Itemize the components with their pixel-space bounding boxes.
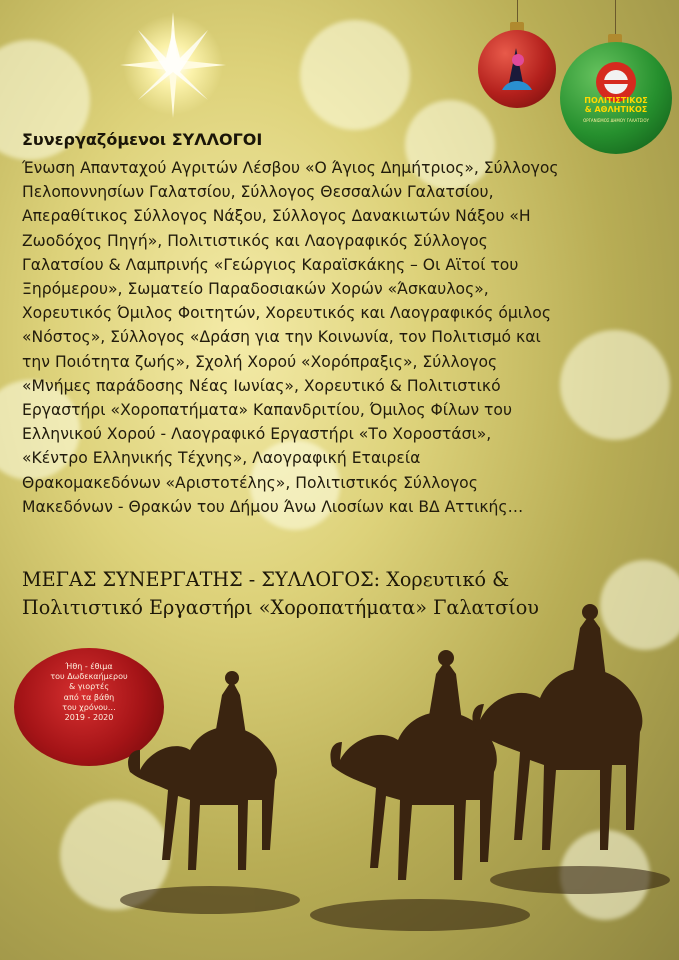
text-line: Θρακομακεδόνων «Αριστοτέλης», Πολιτιστικός Σύλλογος	[22, 473, 478, 492]
text-line: Απεραθίτικος Σύλλογος Νάξου, Σύλλογος Δανακιωτών Νάξου «Η	[22, 207, 531, 226]
logo-subtitle: ΟΡΓΑΝΙΣΜΟΣ ΔΗΜΟΥ ΓΑΛΑΤΣΙΟΥ	[583, 118, 649, 123]
seal-line: του χρόνου…	[62, 702, 116, 712]
text-line: Ζωοδόχος Πηγή», Πολιτιστικός και Λαογραφικός Σύλλογος	[22, 231, 488, 250]
ornament-string	[615, 0, 616, 34]
section-heading: Συνεργαζόμενοι ΣΥΛΛΟΓΟΙ	[22, 130, 263, 149]
seal-line: του Δωδεκαήμερου	[50, 672, 128, 682]
text-line: «Νόστος», Σύλλογος «Δράση για την Κοινωνία, τον Πολιτισμό και	[22, 328, 541, 347]
logo-title	[563, 96, 669, 114]
red-ornament-icon	[478, 30, 556, 108]
seal-line: Ήθη - έθιμα	[65, 662, 113, 671]
seal-line: 2019 - 2020	[64, 713, 114, 723]
logo-title-line: & ΑΘΛΗΤΙΚΟΣ	[584, 105, 648, 114]
text-line: Ξηρόμερου», Σωματείο Παραδοσιακών Χορών «Άσκαυλος»,	[22, 280, 489, 299]
text-line: Ελληνικού Χορού - Λαογραφικό Εργαστήρι «Το Χοροστάσι»,	[22, 425, 492, 444]
partner-line: Πολιτιστικό Εργαστήρι «Χοροπατήματα» Γαλατσίου	[22, 596, 539, 619]
star-icon	[118, 10, 228, 120]
text-line: «Κέντρο Ελληνικής Τέχνης», Λαογραφική Εταιρεία	[22, 449, 421, 468]
associations-list	[22, 156, 670, 519]
ornament-string	[517, 0, 518, 22]
seal-line: από τα βάθη	[63, 692, 115, 702]
bokeh-light	[300, 20, 410, 130]
text-line: Πελοποννησίων Γαλατσίου, Σύλλογος Θεσσαλών Γαλατσίου,	[22, 183, 494, 202]
text-line: Γαλατσίου & Λαμπρινής «Γεώργιος Καραϊσκάκης – Οι Αϊτοί του	[22, 255, 519, 274]
text-line: Ένωση Απανταχού Αγριτών Λέσβου «Ο Άγιος Δημήτριος», Σύλλογος	[22, 159, 559, 177]
text-line: Μακεδόνων - Θρακών του Δήμου Άνω Λιοσίων και ΒΔ Αττικής…	[22, 497, 524, 516]
seal-line: & γιορτές	[68, 682, 110, 692]
logo-title-line: ΠΟΛΙΤΙΣΤΙΚΟΣ	[584, 96, 648, 105]
text-line: Χορευτικός Όμιλος Φοιτητών, Χορευτικός και Λαογραφικός όμιλος	[22, 304, 551, 323]
text-line: την Ποιότητα ζωής», Σχολή Χορού «Χορόπραξις», Σύλλογος	[22, 352, 498, 371]
text-line: Εργαστήρι «Χοροπατήματα» Καπανδριτίου, Όμιλος Φίλων του	[22, 401, 512, 420]
text-line: «Μνήμες παράδοσης Νέας Ιωνίας», Χορευτικό & Πολιτιστικό	[22, 376, 501, 395]
three-wise-men-camels-icon	[0, 600, 679, 960]
partner-line: ΜΕΓΑΣ ΣΥΝΕΡΓΑΤΗΣ - ΣΥΛΛΟΓΟΣ: Χορευτικό &	[22, 568, 510, 591]
